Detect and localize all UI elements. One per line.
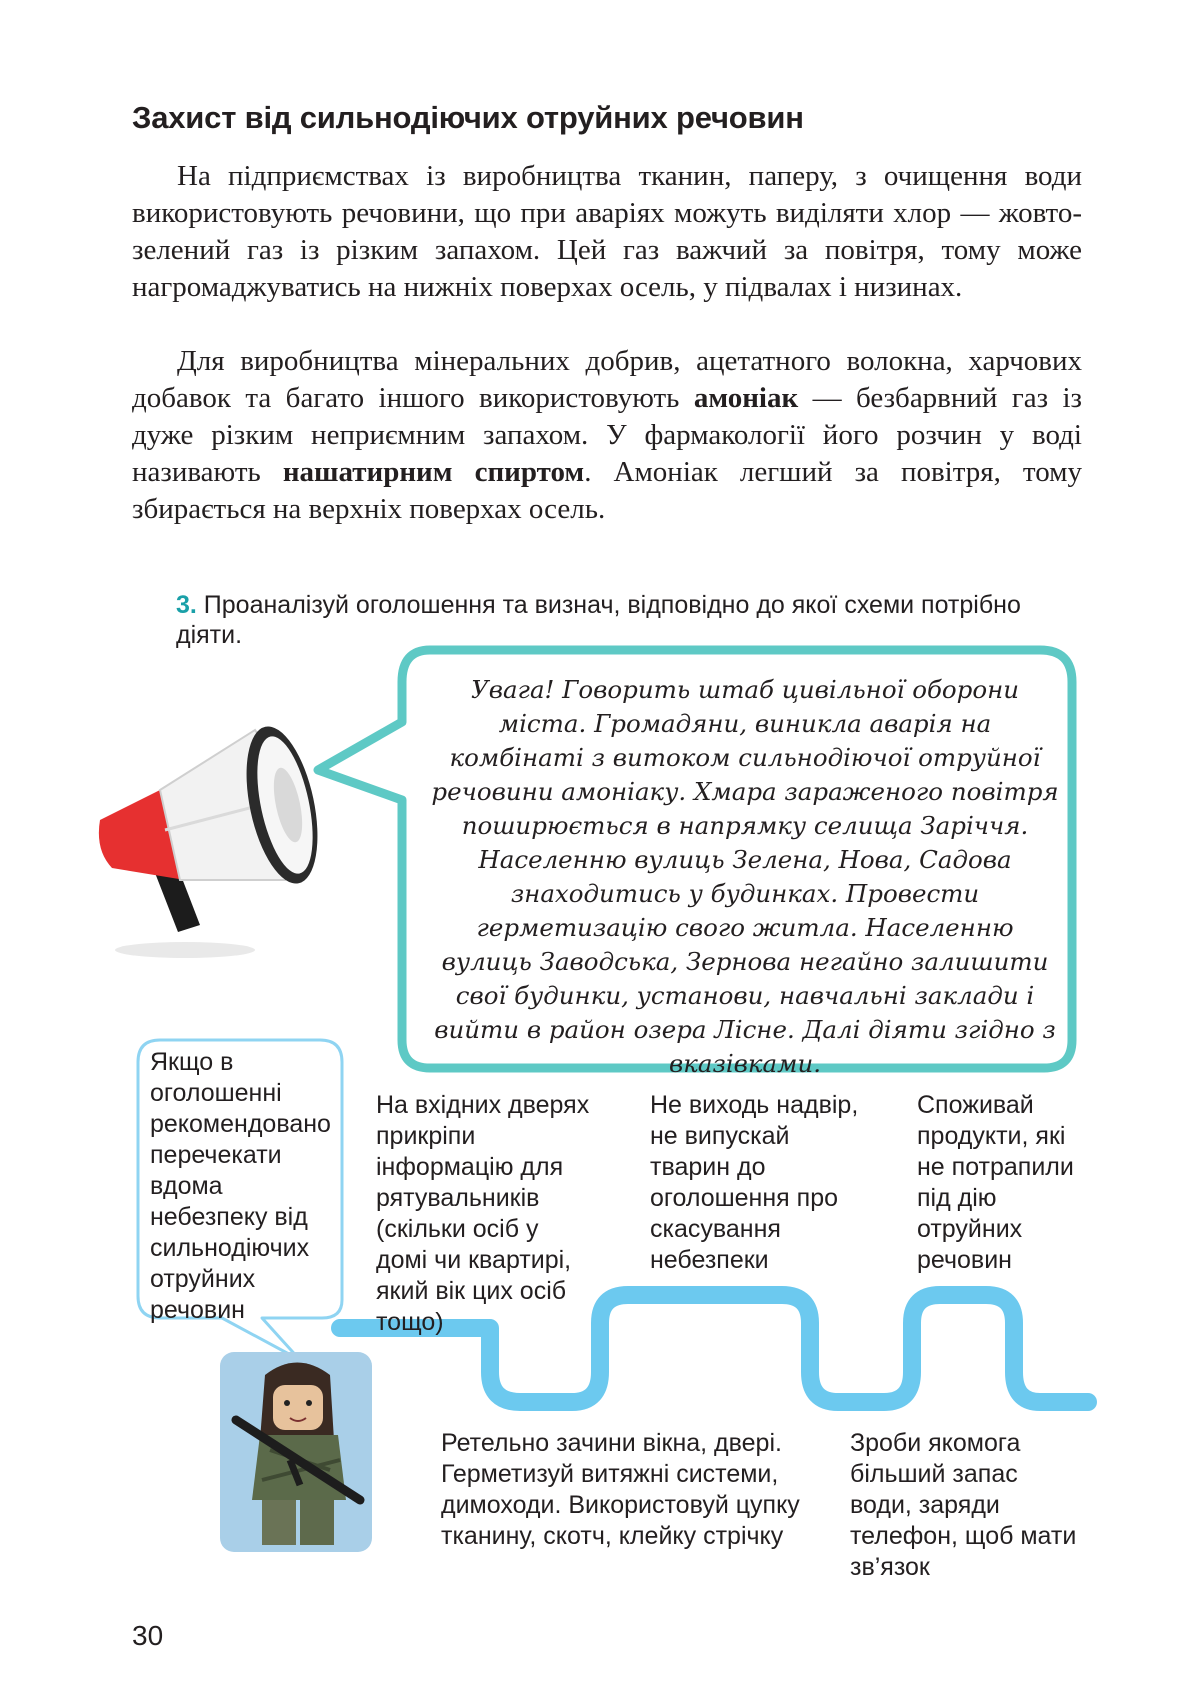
soldier-figure-image bbox=[220, 1352, 372, 1552]
text-run: . Амоніак легший за повітря, тому збирається на верхніх поверхах осель. bbox=[132, 456, 1083, 525]
term-ammonia: амоніак bbox=[693, 382, 799, 414]
step-door-info: На вхідних дверях прикріпи інформацію для рятувальників (скільки осіб у домі чи квартирі, який вік цих осіб тощо) bbox=[376, 1091, 590, 1336]
task-number: 3. bbox=[176, 591, 197, 619]
step-safe-food: Споживай продукти, які не потрапили під дію отруйних речовин bbox=[917, 1091, 1074, 1274]
step-seal-windows: Ретельно зачини вікна, двері. Герметизуй витяжні системи, димоходи. Використовуй цупку тканину, скотч, клейку стрічку bbox=[441, 1429, 800, 1550]
megaphone-icon bbox=[99, 720, 330, 958]
step-stay-inside: Не виходь надвір, не випускай тварин до оголошення про скасування небезпеки bbox=[650, 1091, 859, 1274]
announcement-text: Увага! Говорить штаб цивільної оборони міста. Громадяни, виникла аварія на комбінаті з витоком сильнодіючої отруйної речовини амоніаку. Хмара зараженого повітря поширюється в напрямку селища Заріччя. Населенню вулиць Зелена, Нова, Садова знаходитись у будинках. Провести герметизацію свого житла. Населенню вулиць Заводська, Зернова негайно залишити свої будинки, установи, навчальні заклади і вийти в район озера Лісне. Далі діяти згідно з вказівками. bbox=[431, 675, 1059, 1078]
term-ammonia-spirit: нашатирним спиртом bbox=[282, 456, 585, 488]
section-heading: Захист від сильнодіючих отруйних речовин bbox=[132, 100, 804, 135]
condition-text: Якщо в оголошенні рекомендовано перечекати вдома небезпеку від сильнодіючих отруйних речовин bbox=[150, 1048, 331, 1324]
step-water-phone: Зроби якомога більший запас води, заряди телефон, щоб мати зв’язок bbox=[850, 1429, 1077, 1581]
task-text: Проаналізуй оголошення та визнач, відповідно до якої схеми потрібно діяти. bbox=[176, 591, 1021, 649]
text-run: Для виробництва мінеральних добрив, ацетатного волокна, харчових добавок та багато іншого використовують bbox=[132, 345, 1082, 414]
paragraph-chlorine: На підприємствах із виробництва тканин, паперу, з очищення води використовують речовини, що при аваріях можуть виділяти хлор — жовто-зелений газ із різким запахом. Цей газ важчий за повітря, тому може нагромаджуватись на нижніх поверхах осель, у підвалах і низинах. bbox=[132, 160, 1082, 303]
page-number: 30 bbox=[132, 1620, 164, 1651]
text-run: — безбарвний газ із дуже різким неприємним запахом. У фармакології його розчин у воді називають bbox=[132, 382, 1082, 488]
